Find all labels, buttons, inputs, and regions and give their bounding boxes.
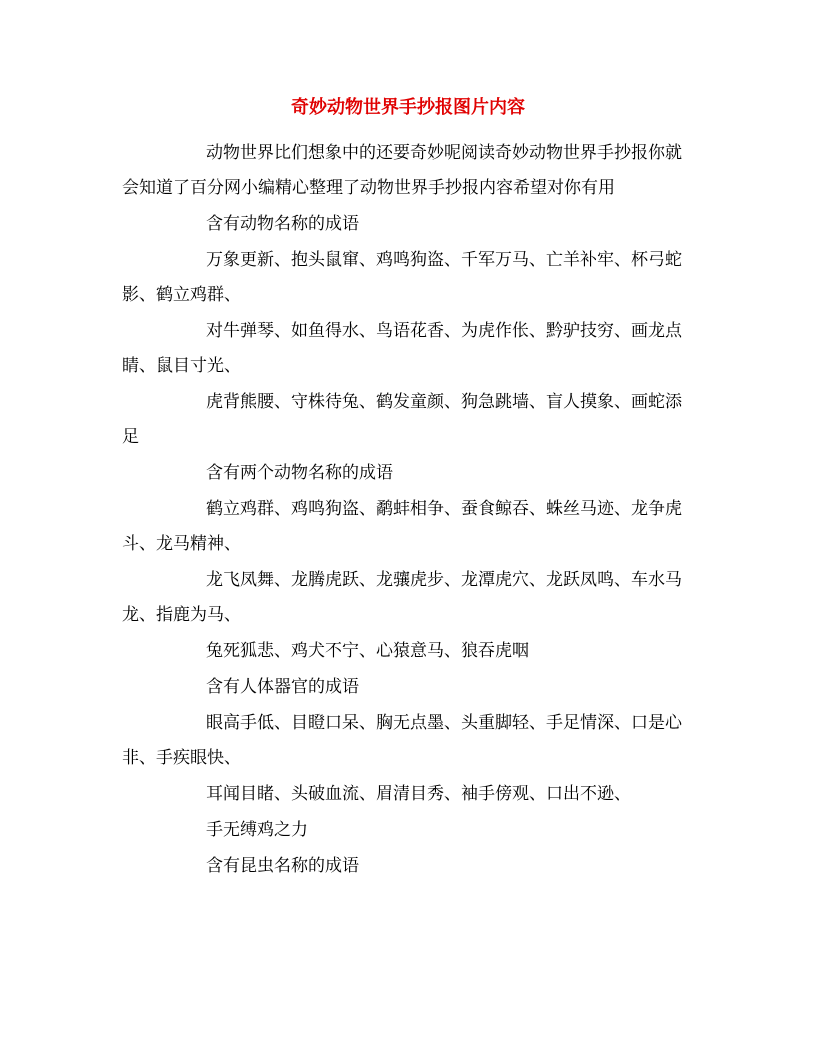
section-heading-animal-idioms: 含有动物名称的成语 bbox=[206, 214, 359, 234]
section-heading-body-organ-idioms: 含有人体器官的成语 bbox=[206, 677, 359, 697]
idiom-list-paragraph: 兔死狐悲、鸡犬不宁、心猿意马、狼吞虎咽 bbox=[206, 641, 529, 661]
idiom-list-paragraph: 手无缚鸡之力 bbox=[206, 820, 308, 840]
idiom-list-paragraph: 鹤立鸡群、鸡鸣狗盗、鹬蚌相争、蚕食鲸吞、蛛丝马迹、龙争虎斗、龙马精神、 bbox=[122, 499, 682, 554]
idiom-list-paragraph: 对牛弹琴、如鱼得水、鸟语花香、为虎作伥、黔驴技穷、画龙点睛、鼠目寸光、 bbox=[122, 321, 682, 376]
idiom-list-paragraph: 万象更新、抱头鼠窜、鸡鸣狗盗、千军万马、亡羊补牢、杯弓蛇影、鹤立鸡群、 bbox=[122, 250, 682, 305]
paragraph-intro: 动物世界比们想象中的还要奇妙呢阅读奇妙动物世界手抄报你就会知道了百分网小编精心整理了动物世界手抄报内容希望对你有用 bbox=[122, 143, 682, 198]
idiom-list-paragraph: 眼高手低、目瞪口呆、胸无点墨、头重脚轻、手足情深、口是心非、手疾眼快、 bbox=[122, 713, 682, 768]
section-heading-two-animal-idioms: 含有两个动物名称的成语 bbox=[206, 463, 393, 483]
idiom-list-paragraph: 虎背熊腰、守株待兔、鹤发童颜、狗急跳墙、盲人摸象、画蛇添足 bbox=[122, 392, 682, 447]
idiom-list-paragraph: 龙飞凤舞、龙腾虎跃、龙骧虎步、龙潭虎穴、龙跃凤鸣、车水马龙、指鹿为马、 bbox=[122, 570, 682, 625]
document-title: 奇妙动物世界手抄报图片内容 bbox=[291, 97, 525, 118]
idiom-list-paragraph: 耳闻目睹、头破血流、眉清目秀、袖手傍观、口出不逊、 bbox=[206, 784, 631, 804]
section-heading-insect-idioms: 含有昆虫名称的成语 bbox=[206, 856, 359, 876]
document-body bbox=[122, 136, 692, 885]
